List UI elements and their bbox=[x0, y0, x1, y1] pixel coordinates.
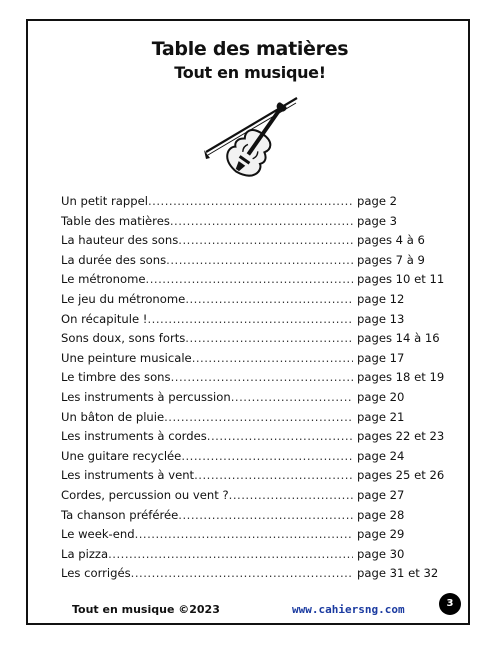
dot-leader bbox=[178, 506, 353, 526]
toc-item-page: pages 25 et 26 bbox=[357, 468, 445, 483]
dot-leader bbox=[170, 212, 353, 232]
page-number-badge: 3 bbox=[439, 593, 461, 615]
toc-item-label: On récapitule ! bbox=[61, 311, 148, 326]
toc-item-label: Un bâton de pluie bbox=[61, 409, 165, 424]
toc-item-page: page 24 bbox=[357, 448, 405, 463]
footer-copyright: Tout en musique ©2023 bbox=[72, 603, 220, 616]
toc-item[interactable] bbox=[61, 427, 451, 447]
toc-item-page: pages 22 et 23 bbox=[357, 429, 445, 444]
toc-item-label: Le timbre des sons bbox=[61, 370, 171, 385]
toc-item[interactable] bbox=[61, 506, 451, 526]
toc-item[interactable] bbox=[61, 310, 451, 330]
table-of-contents bbox=[61, 192, 451, 584]
toc-item-label: Les instruments à vent bbox=[61, 468, 195, 483]
page-subtitle: Tout en musique! bbox=[174, 63, 326, 82]
toc-item[interactable] bbox=[61, 564, 451, 584]
dot-leader bbox=[194, 466, 353, 486]
dot-leader bbox=[164, 408, 353, 428]
toc-item-label: La pizza bbox=[61, 546, 109, 561]
toc-item-page: page 20 bbox=[357, 389, 405, 404]
toc-item-page: page 17 bbox=[357, 350, 405, 365]
toc-item[interactable] bbox=[61, 329, 451, 349]
toc-item[interactable] bbox=[61, 349, 451, 369]
toc-item-label: Le jeu du métronome bbox=[61, 291, 186, 306]
dot-leader bbox=[178, 231, 353, 251]
toc-item-page: page 28 bbox=[357, 507, 405, 522]
dot-leader bbox=[166, 251, 353, 271]
toc-item[interactable] bbox=[61, 486, 451, 506]
dot-leader bbox=[148, 192, 353, 212]
dot-leader bbox=[108, 545, 353, 565]
dot-leader bbox=[181, 447, 353, 467]
toc-item-label: Les instruments à percussion bbox=[61, 389, 231, 404]
violin-icon bbox=[200, 92, 300, 192]
toc-item-page: pages 7 à 9 bbox=[357, 252, 425, 267]
toc-item-label: Un petit rappel bbox=[61, 194, 148, 208]
dot-leader bbox=[229, 486, 353, 506]
toc-item-label: Une guitare recyclée bbox=[61, 448, 182, 463]
toc-item[interactable] bbox=[61, 525, 451, 545]
toc-item-label: Le week-end bbox=[61, 527, 135, 542]
toc-item[interactable] bbox=[61, 408, 451, 428]
toc-item[interactable] bbox=[61, 466, 451, 486]
dot-leader bbox=[185, 290, 353, 310]
toc-item[interactable] bbox=[61, 212, 451, 232]
toc-item-page: page 3 bbox=[357, 213, 398, 228]
dot-leader bbox=[185, 329, 353, 349]
toc-item-label: Cordes, percussion ou vent ? bbox=[61, 487, 229, 502]
toc-item-label: Les instruments à cordes bbox=[61, 429, 207, 444]
toc-item[interactable] bbox=[61, 231, 451, 251]
toc-item-page: pages 10 et 11 bbox=[357, 272, 445, 287]
toc-item-page: page 21 bbox=[357, 409, 405, 424]
toc-item[interactable] bbox=[61, 545, 451, 565]
toc-item-label: La durée des sons bbox=[61, 252, 167, 267]
toc-item-page: page 31 et 32 bbox=[357, 566, 439, 581]
page-title: Table des matières bbox=[151, 38, 349, 60]
toc-item-label: Le métronome bbox=[61, 272, 146, 287]
dot-leader bbox=[135, 525, 353, 545]
toc-item[interactable] bbox=[61, 251, 451, 271]
toc-item-page: page 13 bbox=[357, 311, 405, 326]
toc-item-page: page 29 bbox=[357, 527, 405, 542]
toc-item-page: page 12 bbox=[357, 291, 405, 306]
dot-leader bbox=[171, 368, 353, 388]
toc-item[interactable] bbox=[61, 290, 451, 310]
dot-leader bbox=[207, 427, 353, 447]
toc-item-label: La hauteur des sons bbox=[61, 233, 179, 248]
dot-leader bbox=[131, 564, 353, 584]
toc-item-page: pages 18 et 19 bbox=[357, 370, 445, 385]
dot-leader bbox=[192, 349, 353, 369]
dot-leader bbox=[146, 270, 353, 290]
footer-website-link[interactable]: www.cahiersng.com bbox=[292, 603, 405, 616]
toc-item-page: page 27 bbox=[357, 487, 405, 502]
toc-item[interactable] bbox=[61, 388, 451, 408]
toc-item[interactable] bbox=[61, 447, 451, 467]
toc-item-page: page 30 bbox=[357, 546, 405, 561]
toc-item-label: Sons doux, sons forts bbox=[61, 331, 186, 346]
toc-item-label: Ta chanson préférée bbox=[61, 507, 179, 522]
toc-item-page: pages 4 à 6 bbox=[357, 233, 425, 248]
toc-item[interactable] bbox=[61, 192, 451, 212]
dot-leader bbox=[231, 388, 353, 408]
toc-item-label: Les corrigés bbox=[61, 566, 131, 581]
toc-item-label: Une peinture musicale bbox=[61, 350, 192, 365]
toc-item[interactable] bbox=[61, 368, 451, 388]
toc-item-page: page 2 bbox=[357, 194, 398, 208]
toc-item-label: Table des matières bbox=[61, 213, 170, 228]
toc-item[interactable] bbox=[61, 270, 451, 290]
toc-item-page: pages 14 à 16 bbox=[357, 331, 440, 346]
dot-leader bbox=[147, 310, 353, 330]
